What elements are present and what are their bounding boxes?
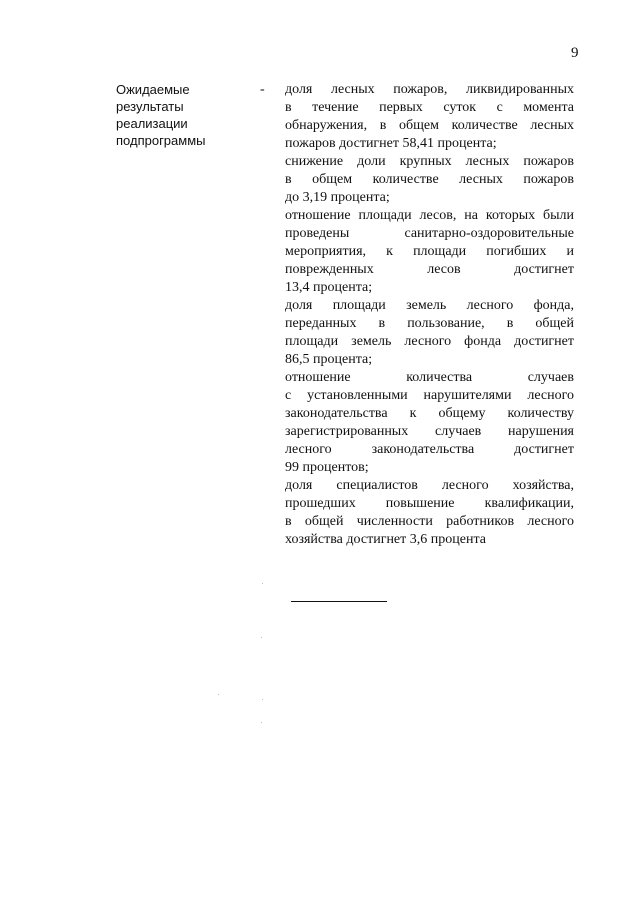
result-line: проведены санитарно-оздоровительные [285, 226, 574, 241]
result-line: переданных в пользование, в общей [285, 316, 574, 331]
result-line: до 3,19 процента; [285, 190, 390, 205]
result-line: доля площади земель лесного фонда, [285, 298, 574, 313]
result-line: 86,5 процента; [285, 352, 373, 367]
result-line: доля специалистов лесного хозяйства, [285, 478, 574, 493]
result-line: отношение количества случаев [285, 370, 574, 385]
section-label-line: результаты [116, 99, 184, 114]
scan-speck [261, 637, 262, 638]
result-item-fires-liquidated [285, 81, 574, 153]
section-label-line: подпрограммы [116, 133, 206, 148]
result-line: доля лесных пожаров, ликвидированных [285, 82, 574, 97]
result-item-land-in-use [285, 297, 574, 369]
result-item-violations [285, 369, 574, 477]
result-line: пожаров достигнет 58,41 процента; [285, 136, 497, 151]
scan-speck [262, 583, 263, 584]
page-number: 9 [571, 45, 579, 61]
section-label [116, 81, 256, 149]
expected-results [285, 81, 574, 549]
result-item-large-fires [285, 153, 574, 207]
result-line: лесного законодательства достигнет [285, 442, 574, 457]
result-line: отношение площади лесов, на которых были [285, 208, 574, 223]
label-dash: - [260, 82, 265, 97]
closing-rule [291, 601, 387, 602]
result-line: в общей численности работников лесного [285, 514, 574, 529]
result-line: снижение доли крупных лесных пожаров [285, 154, 574, 169]
result-line: в общем количестве лесных пожаров [285, 172, 574, 187]
result-line: 13,4 процента; [285, 280, 373, 295]
result-line: хозяйства достигнет 3,6 процента [285, 532, 486, 547]
result-line: обнаружения, в общем количестве лесных [285, 118, 574, 133]
result-line: в течение первых суток с момента [285, 100, 574, 115]
result-line: зарегистрированных случаев нарушения [285, 424, 574, 439]
result-line: поврежденных лесов достигнет [285, 262, 574, 277]
section-label-line: реализации [116, 116, 188, 131]
result-line: законодательства к общему количеству [285, 406, 574, 421]
section-label-line: Ожидаемые [116, 82, 190, 97]
result-line: площади земель лесного фонда достигнет [285, 334, 574, 349]
scan-speck [262, 699, 263, 700]
scan-speck [261, 722, 262, 723]
result-line: мероприятия, к площади погибших и [285, 244, 574, 259]
result-line: 99 процентов; [285, 460, 369, 475]
result-item-sanitary-measures [285, 207, 574, 297]
scan-speck [218, 694, 219, 695]
result-item-qualification [285, 477, 574, 549]
result-line: прошедших повышение квалификации, [285, 496, 574, 511]
result-line: с установленными нарушителями лесного [285, 388, 574, 403]
